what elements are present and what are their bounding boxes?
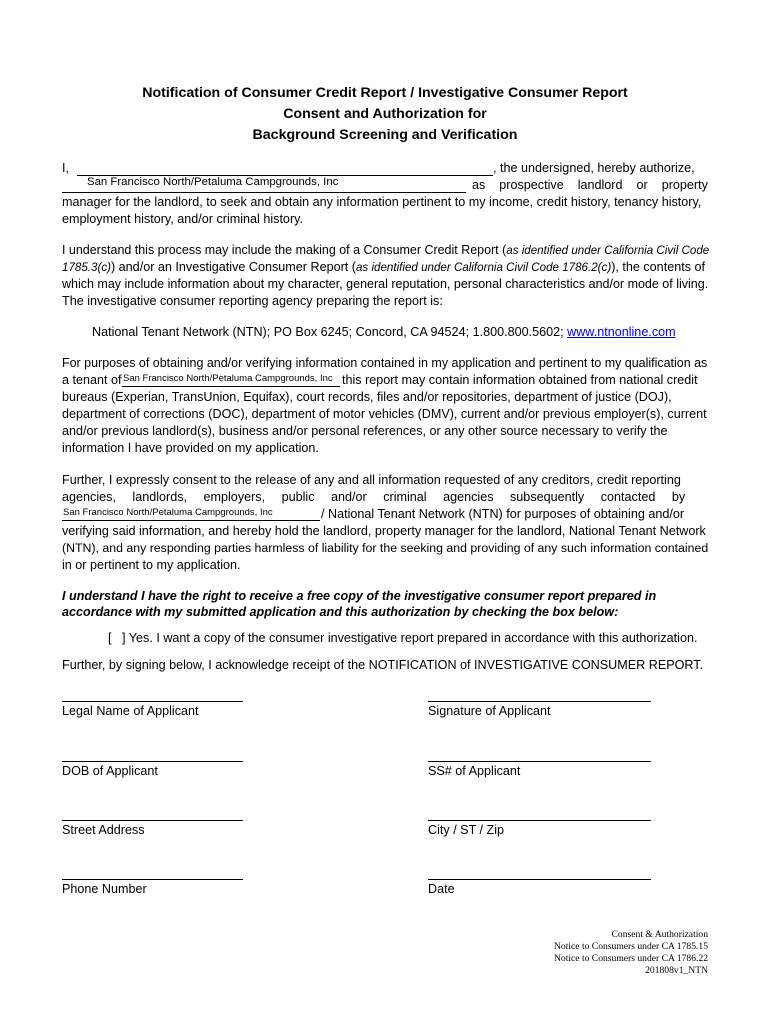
para1-i: I,: [62, 161, 69, 175]
copy-request-row: [108, 630, 708, 647]
rights-line-1: I understand I have the right to receive a free copy of the investigative consumer report prepared in: [62, 589, 657, 603]
footer-line-2: Notice to Consumers under CA 1785.15: [553, 941, 708, 952]
dob-label: DOB of Applicant: [62, 764, 158, 778]
para2-text-c: ), the contents of: [611, 260, 705, 274]
para1-line-3: manager for the landlord, to seek and obtain any information pertinent to my income, credit history, tenancy history,: [62, 195, 702, 209]
agency-line: [92, 324, 712, 341]
release-to-field[interactable]: [62, 506, 320, 521]
street-address-input[interactable]: [62, 820, 243, 821]
para2-text-a: I understand this process may include the making of a Consumer Credit Report (: [62, 243, 507, 257]
release-to-value: San Francisco North/Petaluma Campgrounds, Inc: [63, 507, 273, 518]
document-title-line-3: Background Screening and Verification: [252, 127, 518, 143]
para2-line-1: [62, 242, 708, 259]
dob-input[interactable]: [62, 761, 243, 762]
copy-request-checkbox[interactable]: [ ]: [108, 631, 126, 645]
acknowledge-text: Further, by signing below, I acknowledge receipt of the NOTIFICATION of INVESTIGATIVE CONSUMER REPORT.: [62, 658, 704, 672]
footer-line-1: Consent & Authorization: [611, 929, 708, 940]
signature-label: Signature of Applicant: [428, 704, 551, 718]
document-title-line-1: Notification of Consumer Credit Report / Investigative Consumer Report: [142, 85, 628, 101]
para3-text-a: a tenant of: [62, 373, 122, 387]
street-address-label: Street Address: [62, 823, 145, 837]
para3-line-4: department of corrections (DOC), department of motor vehicles (DMV), current and/or previous employer(s), current: [62, 407, 707, 421]
ssn-input[interactable]: [428, 761, 651, 762]
date-label: Date: [428, 882, 455, 896]
para1-landlord-role: as prospective landlord or property: [472, 178, 708, 192]
legal-name-label: Legal Name of Applicant: [62, 704, 199, 718]
para3-line-2: [62, 372, 708, 389]
para4-line-1: Further, I expressly consent to the release of any and all information requested of any creditors, credit reporting: [62, 473, 681, 487]
para2-text-b: ) and/or an Investigative Consumer Report (: [110, 260, 356, 274]
para2-citation-a: as identified under California Civil Code: [506, 244, 710, 257]
signature-input[interactable]: [428, 701, 651, 702]
para4-line-5: (NTN), and any responding parties harmless of liability for the seeking and providing of any such information contained: [62, 541, 709, 555]
tenant-of-field[interactable]: [122, 372, 340, 387]
ssn-label: SS# of Applicant: [428, 764, 521, 778]
para4-line-6: in or pertinent to my application.: [62, 558, 241, 572]
city-state-zip-input[interactable]: [428, 820, 651, 821]
date-input[interactable]: [428, 879, 651, 880]
phone-input[interactable]: [62, 879, 243, 880]
para2-citation-b: 1785.3(c): [62, 261, 111, 274]
para3-line-6: information I have provided on my application.: [62, 441, 319, 455]
agency-address: National Tenant Network (NTN); PO Box 6245; Concord, CA 94524; 1.800.800.5602;: [92, 325, 564, 339]
para2-line-3: which may include information about my character, general reputation, personal characteristics and/or mode of living.: [62, 277, 709, 291]
agency-website-link[interactable]: www.ntnonline.com: [567, 325, 676, 339]
para3-text-b: this report may contain information obtained from national credit: [342, 373, 698, 387]
para4-line-2: agencies, landlords, employers, public and/or criminal agencies subsequently contacted by: [62, 490, 686, 504]
footer-line-4: 201808v1_NTN: [645, 965, 708, 976]
document-title-line-2: Consent and Authorization for: [283, 106, 487, 122]
para2-line-4: The investigative consumer reporting agency preparing the report is:: [62, 294, 443, 308]
footer-line-3: Notice to Consumers under CA 1786.22: [553, 953, 708, 964]
phone-label: Phone Number: [62, 882, 147, 896]
para3-line-1: For purposes of obtaining and/or verifying information contained in my application and pertinent to my qualification as: [62, 356, 708, 370]
para1-line-4: employment history, and/or criminal history.: [62, 212, 303, 226]
landlord-name-field[interactable]: [62, 177, 466, 193]
rights-line-2: accordance with my submitted application and this authorization by checking the box below:: [62, 605, 619, 619]
para1-authorize-text: , the undersigned, hereby authorize,: [493, 161, 695, 175]
para3-line-3: bureaus (Experian, TransUnion, Equifax), court records, files and/or repositories, department of justice (DOJ),: [62, 390, 672, 404]
landlord-name-value: San Francisco North/Petaluma Campgrounds, Inc: [87, 176, 339, 188]
footer-block: [554, 929, 708, 977]
para2-citation-c: as identified under California Civil Code 1786.2(c): [355, 261, 612, 274]
copy-request-label: Yes. I want a copy of the consumer investigative report prepared in accordance with this authorization.: [128, 631, 698, 645]
tenant-of-value: San Francisco North/Petaluma Campgrounds, Inc: [123, 373, 333, 384]
para3-line-5: and/or previous landlord(s), business and/or personal references, or any other source necessary to verify the: [62, 424, 668, 438]
city-state-zip-label: City / ST / Zip: [428, 823, 505, 837]
para4-text-b: / National Tenant Network (NTN) for purposes of obtaining and/or: [321, 507, 685, 521]
para4-line-4: verifying said information, and hereby hold the landlord, property manager for the landlord, National Tenant Network: [62, 524, 706, 538]
legal-name-input[interactable]: [62, 701, 243, 702]
para2-line-2: [62, 259, 708, 276]
